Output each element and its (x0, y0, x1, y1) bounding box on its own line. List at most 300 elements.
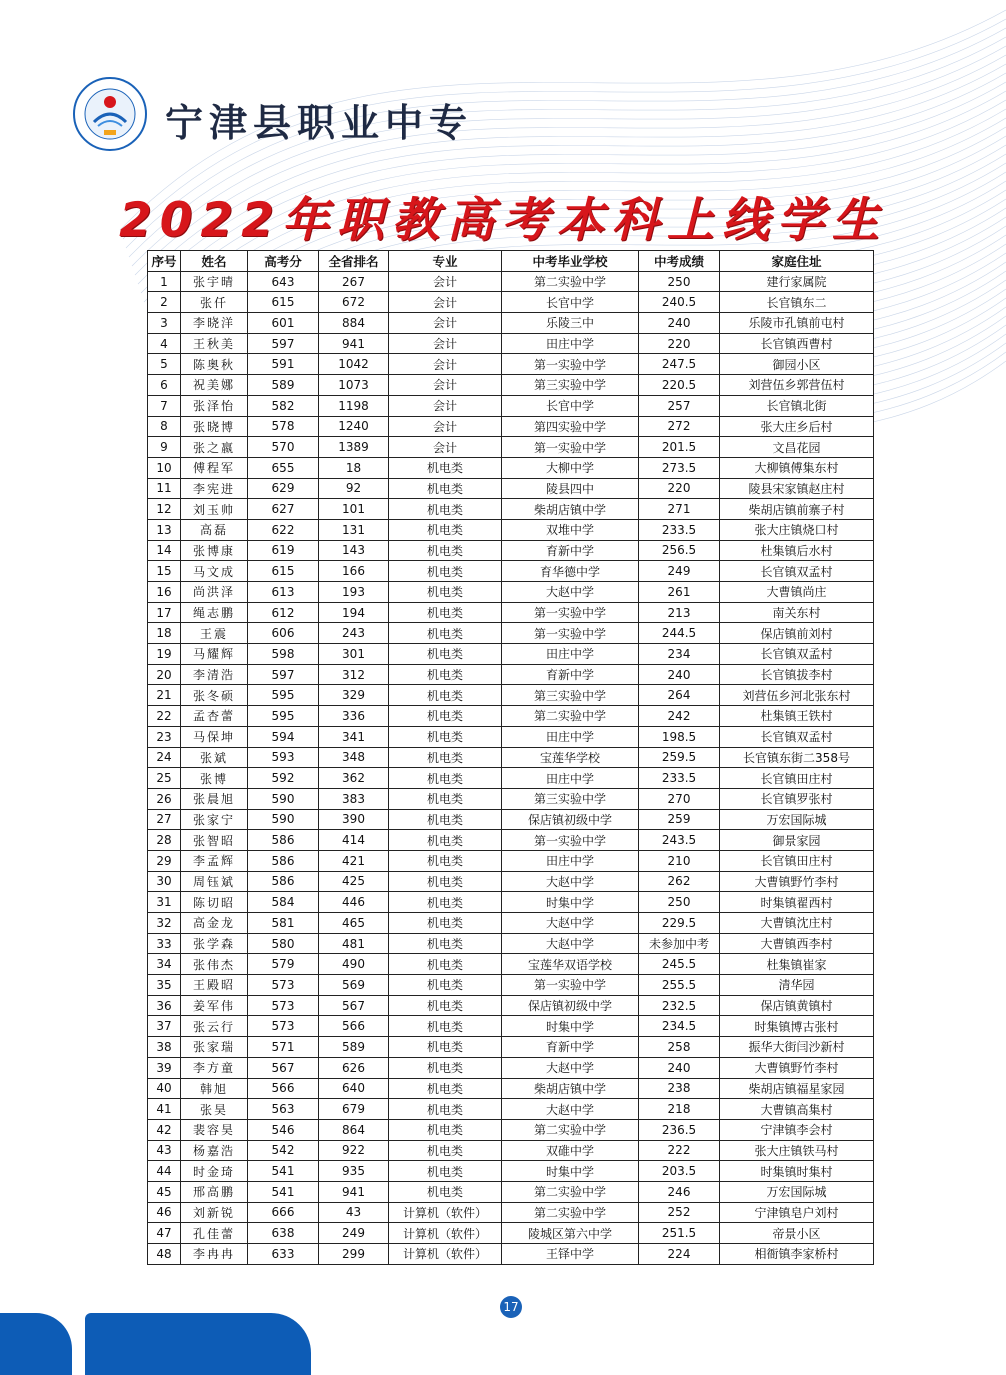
address-cell: 南关东村 (720, 602, 874, 623)
table-row (148, 1223, 874, 1244)
row-index-cell: 36 (148, 995, 181, 1016)
middle-score-cell: 238 (639, 1078, 720, 1099)
table-row (148, 664, 874, 685)
province-rank-cell: 672 (319, 292, 389, 313)
table-row (148, 995, 874, 1016)
header-major: 专业 (389, 251, 502, 272)
address-cell: 长官镇田庄村 (720, 850, 874, 871)
province-rank-cell: 640 (319, 1078, 389, 1099)
table-body (148, 271, 874, 1264)
row-index-cell: 29 (148, 850, 181, 871)
exam-score-cell: 629 (248, 478, 319, 499)
middle-score-cell: 210 (639, 850, 720, 871)
school-emblem-icon (72, 76, 148, 152)
footer-decoration-bar (85, 1313, 311, 1375)
middle-school-cell: 第二实验中学 (502, 1181, 639, 1202)
exam-score-cell: 563 (248, 1099, 319, 1120)
exam-score-cell: 622 (248, 519, 319, 540)
middle-score-cell: 243.5 (639, 830, 720, 851)
address-cell: 杜集镇崔家 (720, 954, 874, 975)
table-row (148, 478, 874, 499)
address-cell: 保店镇黄镇村 (720, 995, 874, 1016)
province-rank-cell: 626 (319, 1057, 389, 1078)
province-rank-cell: 390 (319, 809, 389, 830)
middle-score-cell: 273.5 (639, 457, 720, 478)
student-name-cell: 姜军伟 (181, 995, 248, 1016)
middle-score-cell: 270 (639, 788, 720, 809)
middle-school-cell: 第三实验中学 (502, 375, 639, 396)
province-rank-cell: 1042 (319, 354, 389, 375)
row-index-cell: 30 (148, 871, 181, 892)
table-header-row (148, 251, 874, 272)
province-rank-cell: 18 (319, 457, 389, 478)
student-name-cell: 高金龙 (181, 913, 248, 934)
middle-score-cell: 201.5 (639, 437, 720, 458)
address-cell: 大曹镇尚庄 (720, 582, 874, 603)
middle-school-cell: 大柳中学 (502, 457, 639, 478)
row-index-cell: 35 (148, 975, 181, 996)
major-cell: 机电类 (389, 582, 502, 603)
province-rank-cell: 935 (319, 1161, 389, 1182)
middle-school-cell: 育新中学 (502, 664, 639, 685)
middle-school-cell: 王铎中学 (502, 1244, 639, 1265)
exam-score-cell: 566 (248, 1078, 319, 1099)
middle-score-cell: 259 (639, 809, 720, 830)
row-index-cell: 9 (148, 437, 181, 458)
province-rank-cell: 414 (319, 830, 389, 851)
row-index-cell: 27 (148, 809, 181, 830)
table-row (148, 292, 874, 313)
province-rank-cell: 43 (319, 1202, 389, 1223)
middle-score-cell: 259.5 (639, 747, 720, 768)
student-name-cell: 刘新锐 (181, 1202, 248, 1223)
exam-score-cell: 584 (248, 892, 319, 913)
table-row (148, 1119, 874, 1140)
middle-school-cell: 长官中学 (502, 395, 639, 416)
school-name: 宁津县职业中专 (165, 100, 474, 145)
middle-school-cell: 时集中学 (502, 1016, 639, 1037)
student-name-cell: 张伟杰 (181, 954, 248, 975)
major-cell: 机电类 (389, 685, 502, 706)
province-rank-cell: 92 (319, 478, 389, 499)
table-row (148, 271, 874, 292)
table-row (148, 561, 874, 582)
exam-score-cell: 573 (248, 975, 319, 996)
address-cell: 万宏国际城 (720, 1181, 874, 1202)
address-cell: 御景家园 (720, 830, 874, 851)
exam-score-cell: 615 (248, 561, 319, 582)
middle-score-cell: 250 (639, 892, 720, 913)
middle-school-cell: 时集中学 (502, 892, 639, 913)
province-rank-cell: 569 (319, 975, 389, 996)
exam-score-cell: 582 (248, 395, 319, 416)
address-cell: 长官镇双孟村 (720, 726, 874, 747)
middle-school-cell: 第一实验中学 (502, 975, 639, 996)
row-index-cell: 47 (148, 1223, 181, 1244)
table-row (148, 602, 874, 623)
table-row (148, 830, 874, 851)
province-rank-cell: 348 (319, 747, 389, 768)
middle-score-cell: 257 (639, 395, 720, 416)
exam-score-cell: 619 (248, 540, 319, 561)
middle-school-cell: 第一实验中学 (502, 354, 639, 375)
student-name-cell: 李冉冉 (181, 1244, 248, 1265)
header-exam-score: 高考分 (248, 251, 319, 272)
province-rank-cell: 166 (319, 561, 389, 582)
table-row (148, 788, 874, 809)
row-index-cell: 41 (148, 1099, 181, 1120)
middle-score-cell: 222 (639, 1140, 720, 1161)
middle-score-cell: 244.5 (639, 623, 720, 644)
exam-score-cell: 615 (248, 292, 319, 313)
address-cell: 大柳镇傅集东村 (720, 457, 874, 478)
table-row (148, 1099, 874, 1120)
major-cell: 会计 (389, 437, 502, 458)
address-cell: 振华大街闫沙新村 (720, 1037, 874, 1058)
row-index-cell: 10 (148, 457, 181, 478)
exam-score-cell: 586 (248, 830, 319, 851)
row-index-cell: 24 (148, 747, 181, 768)
major-cell: 机电类 (389, 478, 502, 499)
middle-school-cell: 育新中学 (502, 1037, 639, 1058)
province-rank-cell: 1073 (319, 375, 389, 396)
exam-score-cell: 594 (248, 726, 319, 747)
province-rank-cell: 193 (319, 582, 389, 603)
row-index-cell: 25 (148, 768, 181, 789)
middle-school-cell: 育华德中学 (502, 561, 639, 582)
exam-score-cell: 598 (248, 644, 319, 665)
exam-score-cell: 613 (248, 582, 319, 603)
address-cell: 刘营伍乡河北张东村 (720, 685, 874, 706)
major-cell: 计算机（软件） (389, 1202, 502, 1223)
middle-score-cell: 252 (639, 1202, 720, 1223)
exam-score-cell: 573 (248, 995, 319, 1016)
province-rank-cell: 299 (319, 1244, 389, 1265)
row-index-cell: 4 (148, 333, 181, 354)
student-table (147, 250, 874, 1265)
province-rank-cell: 425 (319, 871, 389, 892)
middle-score-cell: 258 (639, 1037, 720, 1058)
middle-score-cell: 247.5 (639, 354, 720, 375)
middle-school-cell: 大赵中学 (502, 913, 639, 934)
province-rank-cell: 329 (319, 685, 389, 706)
footer-decoration-left (0, 1313, 72, 1375)
header-middle-score: 中考成绩 (639, 251, 720, 272)
middle-score-cell: 240 (639, 1057, 720, 1078)
major-cell: 机电类 (389, 768, 502, 789)
middle-school-cell: 大赵中学 (502, 1099, 639, 1120)
major-cell: 机电类 (389, 499, 502, 520)
middle-score-cell: 250 (639, 271, 720, 292)
middle-school-cell: 育新中学 (502, 540, 639, 561)
table-row (148, 1016, 874, 1037)
exam-score-cell: 592 (248, 768, 319, 789)
major-cell: 机电类 (389, 540, 502, 561)
table-row (148, 437, 874, 458)
middle-score-cell: 218 (639, 1099, 720, 1120)
student-name-cell: 陈切昭 (181, 892, 248, 913)
table-row (148, 540, 874, 561)
province-rank-cell: 566 (319, 1016, 389, 1037)
address-cell: 张大庄乡后村 (720, 416, 874, 437)
student-name-cell: 周钰斌 (181, 871, 248, 892)
middle-score-cell: 234.5 (639, 1016, 720, 1037)
address-cell: 长官镇双孟村 (720, 561, 874, 582)
middle-school-cell: 保店镇初级中学 (502, 809, 639, 830)
exam-score-cell: 593 (248, 747, 319, 768)
student-name-cell: 王秋美 (181, 333, 248, 354)
table-row (148, 313, 874, 334)
row-index-cell: 33 (148, 933, 181, 954)
middle-school-cell: 大赵中学 (502, 1057, 639, 1078)
exam-score-cell: 655 (248, 457, 319, 478)
address-cell: 御园小区 (720, 354, 874, 375)
major-cell: 机电类 (389, 1078, 502, 1099)
row-index-cell: 26 (148, 788, 181, 809)
student-name-cell: 绳志鹏 (181, 602, 248, 623)
address-cell: 万宏国际城 (720, 809, 874, 830)
major-cell: 计算机（软件） (389, 1223, 502, 1244)
student-name-cell: 刘玉帅 (181, 499, 248, 520)
address-cell: 陵县宋家镇赵庄村 (720, 478, 874, 499)
province-rank-cell: 341 (319, 726, 389, 747)
middle-school-cell: 双堆中学 (502, 519, 639, 540)
middle-school-cell: 田庄中学 (502, 768, 639, 789)
major-cell: 机电类 (389, 1119, 502, 1140)
province-rank-cell: 481 (319, 933, 389, 954)
exam-score-cell: 546 (248, 1119, 319, 1140)
table-row (148, 975, 874, 996)
student-name-cell: 张智昭 (181, 830, 248, 851)
row-index-cell: 16 (148, 582, 181, 603)
student-name-cell: 李孟辉 (181, 850, 248, 871)
major-cell: 机电类 (389, 1037, 502, 1058)
page-title: 2022年职教高考本科上线学生 (119, 193, 887, 248)
province-rank-cell: 383 (319, 788, 389, 809)
exam-score-cell: 570 (248, 437, 319, 458)
middle-school-cell: 田庄中学 (502, 726, 639, 747)
address-cell: 乐陵市孔镇前屯村 (720, 313, 874, 334)
exam-score-cell: 638 (248, 1223, 319, 1244)
row-index-cell: 3 (148, 313, 181, 334)
address-cell: 帝景小区 (720, 1223, 874, 1244)
student-name-cell: 陈奥秋 (181, 354, 248, 375)
table-row (148, 1037, 874, 1058)
address-cell: 大曹镇野竹李村 (720, 871, 874, 892)
address-cell: 张大庄镇铁马村 (720, 1140, 874, 1161)
student-name-cell: 张博康 (181, 540, 248, 561)
exam-score-cell: 567 (248, 1057, 319, 1078)
table-row (148, 499, 874, 520)
student-name-cell: 张学森 (181, 933, 248, 954)
student-name-cell: 王震 (181, 623, 248, 644)
header-province-rank: 全省排名 (319, 251, 389, 272)
middle-score-cell: 242 (639, 706, 720, 727)
row-index-cell: 21 (148, 685, 181, 706)
table-row (148, 1181, 874, 1202)
exam-score-cell: 586 (248, 850, 319, 871)
province-rank-cell: 941 (319, 1181, 389, 1202)
middle-score-cell: 255.5 (639, 975, 720, 996)
table-row (148, 1244, 874, 1265)
major-cell: 机电类 (389, 519, 502, 540)
student-name-cell: 时金琦 (181, 1161, 248, 1182)
middle-score-cell: 198.5 (639, 726, 720, 747)
header-middle-school: 中考毕业学校 (502, 251, 639, 272)
middle-school-cell: 第二实验中学 (502, 1119, 639, 1140)
exam-score-cell: 580 (248, 933, 319, 954)
middle-school-cell: 大赵中学 (502, 582, 639, 603)
address-cell: 大曹镇野竹李村 (720, 1057, 874, 1078)
middle-school-cell: 柴胡店镇中学 (502, 499, 639, 520)
major-cell: 机电类 (389, 850, 502, 871)
province-rank-cell: 243 (319, 623, 389, 644)
middle-school-cell: 第二实验中学 (502, 706, 639, 727)
middle-score-cell: 256.5 (639, 540, 720, 561)
row-index-cell: 15 (148, 561, 181, 582)
middle-school-cell: 第二实验中学 (502, 1202, 639, 1223)
exam-score-cell: 589 (248, 375, 319, 396)
major-cell: 机电类 (389, 623, 502, 644)
row-index-cell: 43 (148, 1140, 181, 1161)
middle-score-cell: 236.5 (639, 1119, 720, 1140)
middle-school-cell: 田庄中学 (502, 850, 639, 871)
major-cell: 机电类 (389, 602, 502, 623)
major-cell: 会计 (389, 395, 502, 416)
address-cell: 时集镇博古张村 (720, 1016, 874, 1037)
table-row (148, 706, 874, 727)
student-name-cell: 张之嬴 (181, 437, 248, 458)
student-name-cell: 张晓博 (181, 416, 248, 437)
row-index-cell: 42 (148, 1119, 181, 1140)
exam-score-cell: 612 (248, 602, 319, 623)
middle-score-cell: 224 (639, 1244, 720, 1265)
exam-score-cell: 571 (248, 1037, 319, 1058)
province-rank-cell: 1198 (319, 395, 389, 416)
middle-school-cell: 陵城区第六中学 (502, 1223, 639, 1244)
address-cell: 长官镇双孟村 (720, 644, 874, 665)
middle-school-cell: 大赵中学 (502, 871, 639, 892)
row-index-cell: 1 (148, 271, 181, 292)
table-row (148, 809, 874, 830)
middle-school-cell: 大赵中学 (502, 933, 639, 954)
row-index-cell: 8 (148, 416, 181, 437)
major-cell: 会计 (389, 354, 502, 375)
middle-score-cell: 233.5 (639, 768, 720, 789)
table-row (148, 892, 874, 913)
middle-score-cell: 220.5 (639, 375, 720, 396)
middle-score-cell: 234 (639, 644, 720, 665)
table-row (148, 519, 874, 540)
row-index-cell: 6 (148, 375, 181, 396)
row-index-cell: 7 (148, 395, 181, 416)
student-name-cell: 张家宁 (181, 809, 248, 830)
exam-score-cell: 541 (248, 1161, 319, 1182)
middle-score-cell: 220 (639, 333, 720, 354)
student-name-cell: 张昊 (181, 1099, 248, 1120)
table-row (148, 933, 874, 954)
province-rank-cell: 1389 (319, 437, 389, 458)
table-row (148, 644, 874, 665)
student-name-cell: 韩旭 (181, 1078, 248, 1099)
middle-score-cell: 220 (639, 478, 720, 499)
middle-score-cell: 246 (639, 1181, 720, 1202)
header-index: 序号 (148, 251, 181, 272)
table-row (148, 726, 874, 747)
school-logo (72, 76, 148, 152)
major-cell: 会计 (389, 292, 502, 313)
student-name-cell: 裴容昊 (181, 1119, 248, 1140)
middle-school-cell: 第一实验中学 (502, 602, 639, 623)
province-rank-cell: 679 (319, 1099, 389, 1120)
province-rank-cell: 194 (319, 602, 389, 623)
major-cell: 会计 (389, 375, 502, 396)
exam-score-cell: 541 (248, 1181, 319, 1202)
table-row (148, 623, 874, 644)
student-name-cell: 张斌 (181, 747, 248, 768)
exam-score-cell: 627 (248, 499, 319, 520)
province-rank-cell: 864 (319, 1119, 389, 1140)
middle-score-cell: 240 (639, 313, 720, 334)
middle-school-cell: 第一实验中学 (502, 437, 639, 458)
row-index-cell: 31 (148, 892, 181, 913)
major-cell: 机电类 (389, 830, 502, 851)
row-index-cell: 37 (148, 1016, 181, 1037)
table-row (148, 747, 874, 768)
province-rank-cell: 301 (319, 644, 389, 665)
address-cell: 长官镇北街 (720, 395, 874, 416)
table-row (148, 457, 874, 478)
address-cell: 柴胡店镇福星家园 (720, 1078, 874, 1099)
major-cell: 机电类 (389, 933, 502, 954)
middle-score-cell: 245.5 (639, 954, 720, 975)
student-name-cell: 李晓洋 (181, 313, 248, 334)
exam-score-cell: 601 (248, 313, 319, 334)
major-cell: 机电类 (389, 975, 502, 996)
province-rank-cell: 336 (319, 706, 389, 727)
middle-score-cell: 264 (639, 685, 720, 706)
province-rank-cell: 1240 (319, 416, 389, 437)
middle-score-cell: 232.5 (639, 995, 720, 1016)
major-cell: 机电类 (389, 706, 502, 727)
row-index-cell: 46 (148, 1202, 181, 1223)
major-cell: 机电类 (389, 892, 502, 913)
middle-score-cell: 262 (639, 871, 720, 892)
major-cell: 会计 (389, 333, 502, 354)
middle-score-cell: 240.5 (639, 292, 720, 313)
major-cell: 机电类 (389, 664, 502, 685)
middle-school-cell: 第二实验中学 (502, 271, 639, 292)
table-row (148, 582, 874, 603)
address-cell: 建行家属院 (720, 271, 874, 292)
student-name-cell: 高磊 (181, 519, 248, 540)
row-index-cell: 40 (148, 1078, 181, 1099)
row-index-cell: 32 (148, 913, 181, 934)
middle-school-cell: 时集中学 (502, 1161, 639, 1182)
address-cell: 相衙镇李家桥村 (720, 1244, 874, 1265)
middle-school-cell: 田庄中学 (502, 644, 639, 665)
table-row (148, 850, 874, 871)
middle-score-cell: 未参加中考 (639, 933, 720, 954)
middle-school-cell: 长官中学 (502, 292, 639, 313)
province-rank-cell: 922 (319, 1140, 389, 1161)
address-cell: 长官镇罗张村 (720, 788, 874, 809)
row-index-cell: 17 (148, 602, 181, 623)
middle-school-cell: 田庄中学 (502, 333, 639, 354)
address-cell: 文昌花园 (720, 437, 874, 458)
middle-score-cell: 213 (639, 602, 720, 623)
major-cell: 机电类 (389, 995, 502, 1016)
